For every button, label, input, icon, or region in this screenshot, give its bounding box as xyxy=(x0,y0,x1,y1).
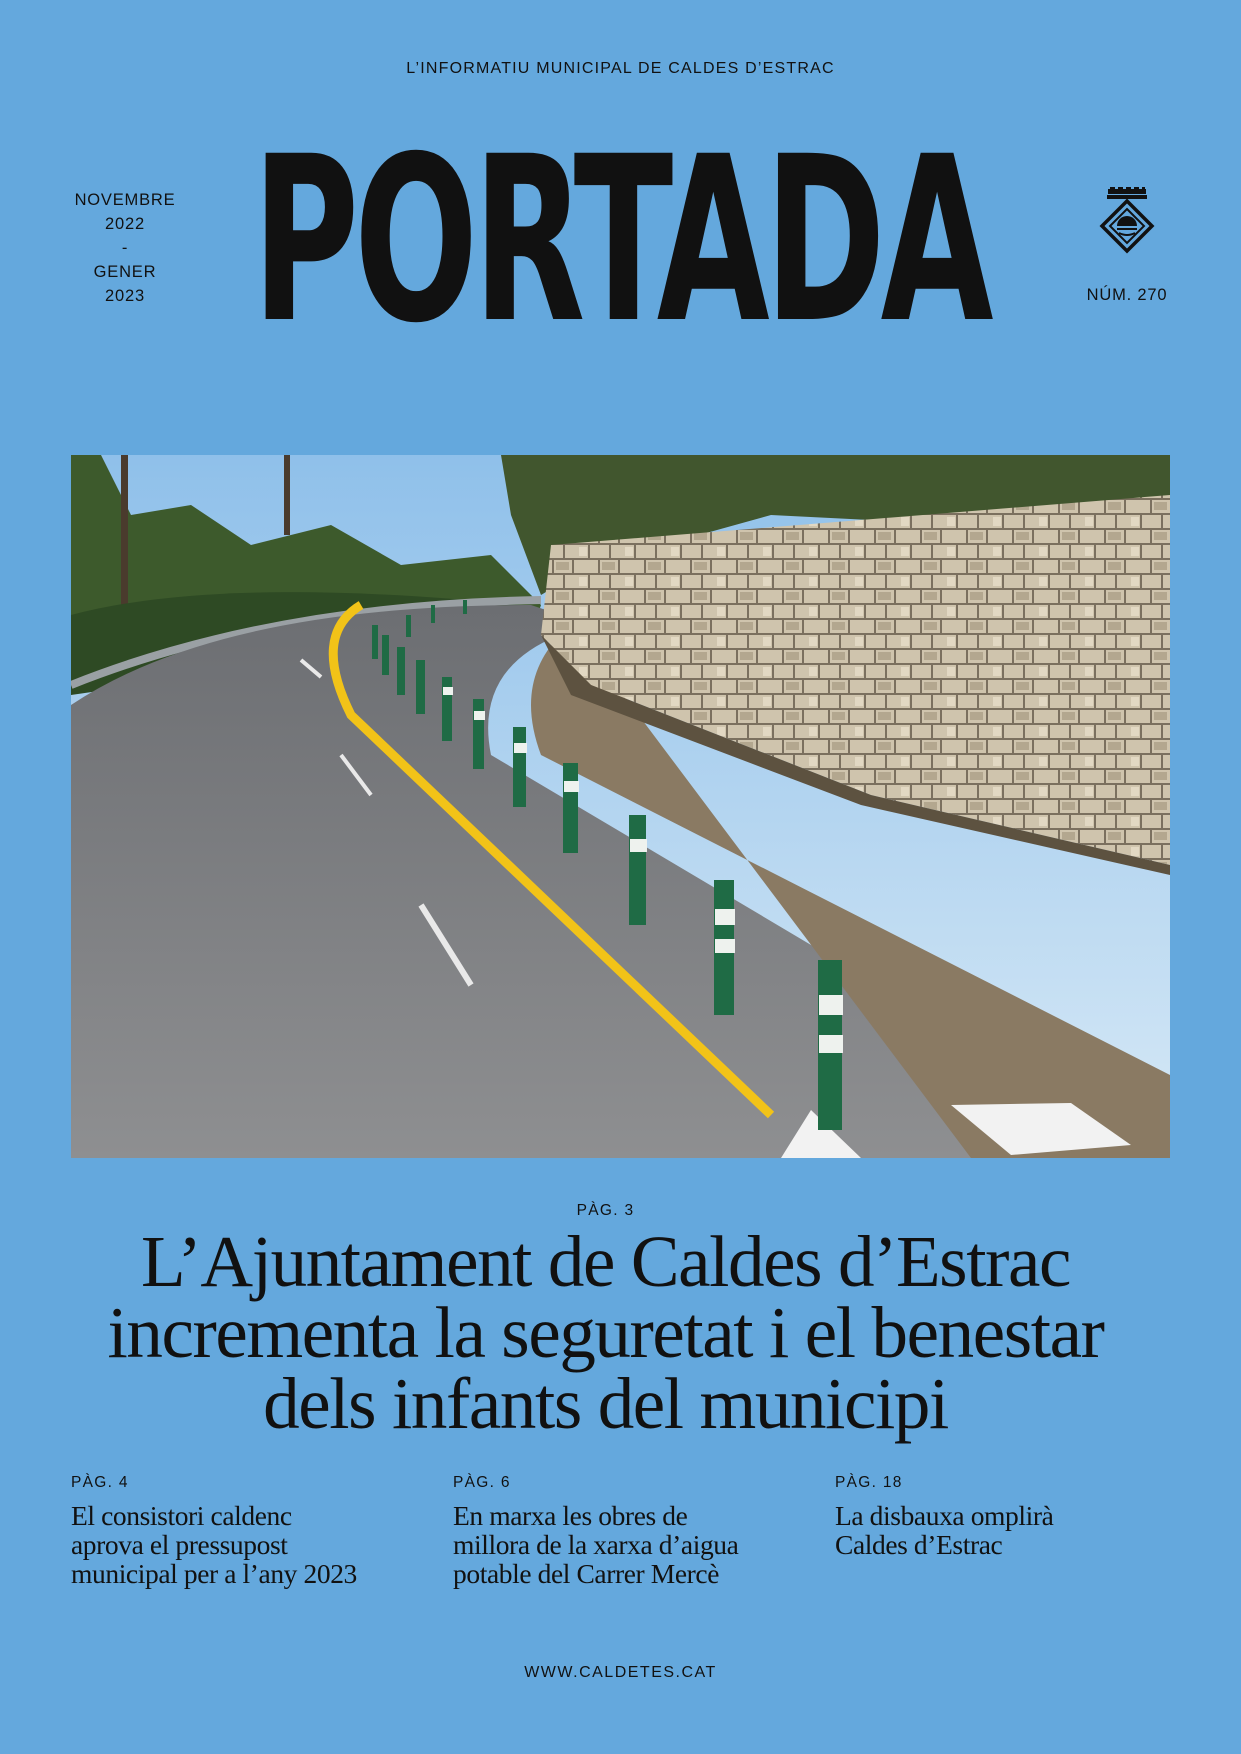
cover-photo xyxy=(71,455,1170,1158)
story-title-line: municipal per a l’any 2023 xyxy=(71,1558,357,1589)
story-title-line: aprova el pressupost xyxy=(71,1529,288,1560)
headline-line: dels infants del municipi xyxy=(263,1363,948,1444)
story-teaser[interactable] xyxy=(71,1474,411,1588)
issue-number: NÚM. 270 xyxy=(1086,286,1168,304)
lead-page-ref: PÀG. 3 xyxy=(576,1202,635,1219)
issue-date xyxy=(55,188,195,308)
story-title-line: potable del Carrer Mercè xyxy=(453,1558,720,1589)
story-title-line: millora de la xarxa d’aigua xyxy=(453,1529,739,1560)
masthead-title: PORTADA xyxy=(252,107,989,373)
story-title-line: Caldes d’Estrac xyxy=(835,1529,1003,1560)
story-title-line: El consistori caldenc xyxy=(71,1500,292,1531)
date-line: 2022 xyxy=(105,215,145,233)
date-line: - xyxy=(121,239,129,257)
story-teaser[interactable] xyxy=(835,1474,1175,1559)
publication-kicker: L’INFORMATIU MUNICIPAL DE CALDES D’ESTRAC xyxy=(406,60,835,77)
story-page-ref: PÀG. 6 xyxy=(453,1474,511,1491)
website-link[interactable]: WWW.CALDETES.CAT xyxy=(524,1664,717,1681)
story-title-line: La disbauxa omplirà xyxy=(835,1500,1054,1531)
story-page-ref: PÀG. 18 xyxy=(835,1474,903,1491)
municipal-crest-icon xyxy=(1098,187,1156,257)
headline-line: L’Ajuntament de Caldes d’Estrac xyxy=(141,1221,1070,1302)
date-line: NOVEMBRE xyxy=(74,191,176,209)
date-line: 2023 xyxy=(105,287,145,305)
story-page-ref: PÀG. 4 xyxy=(71,1474,129,1491)
lead-headline[interactable] xyxy=(55,1221,1156,1444)
story-teaser[interactable] xyxy=(453,1474,793,1588)
headline-line: incrementa la seguretat i el benestar xyxy=(107,1292,1104,1373)
story-title-line: En marxa les obres de xyxy=(453,1500,688,1531)
date-line: GENER xyxy=(93,263,157,281)
